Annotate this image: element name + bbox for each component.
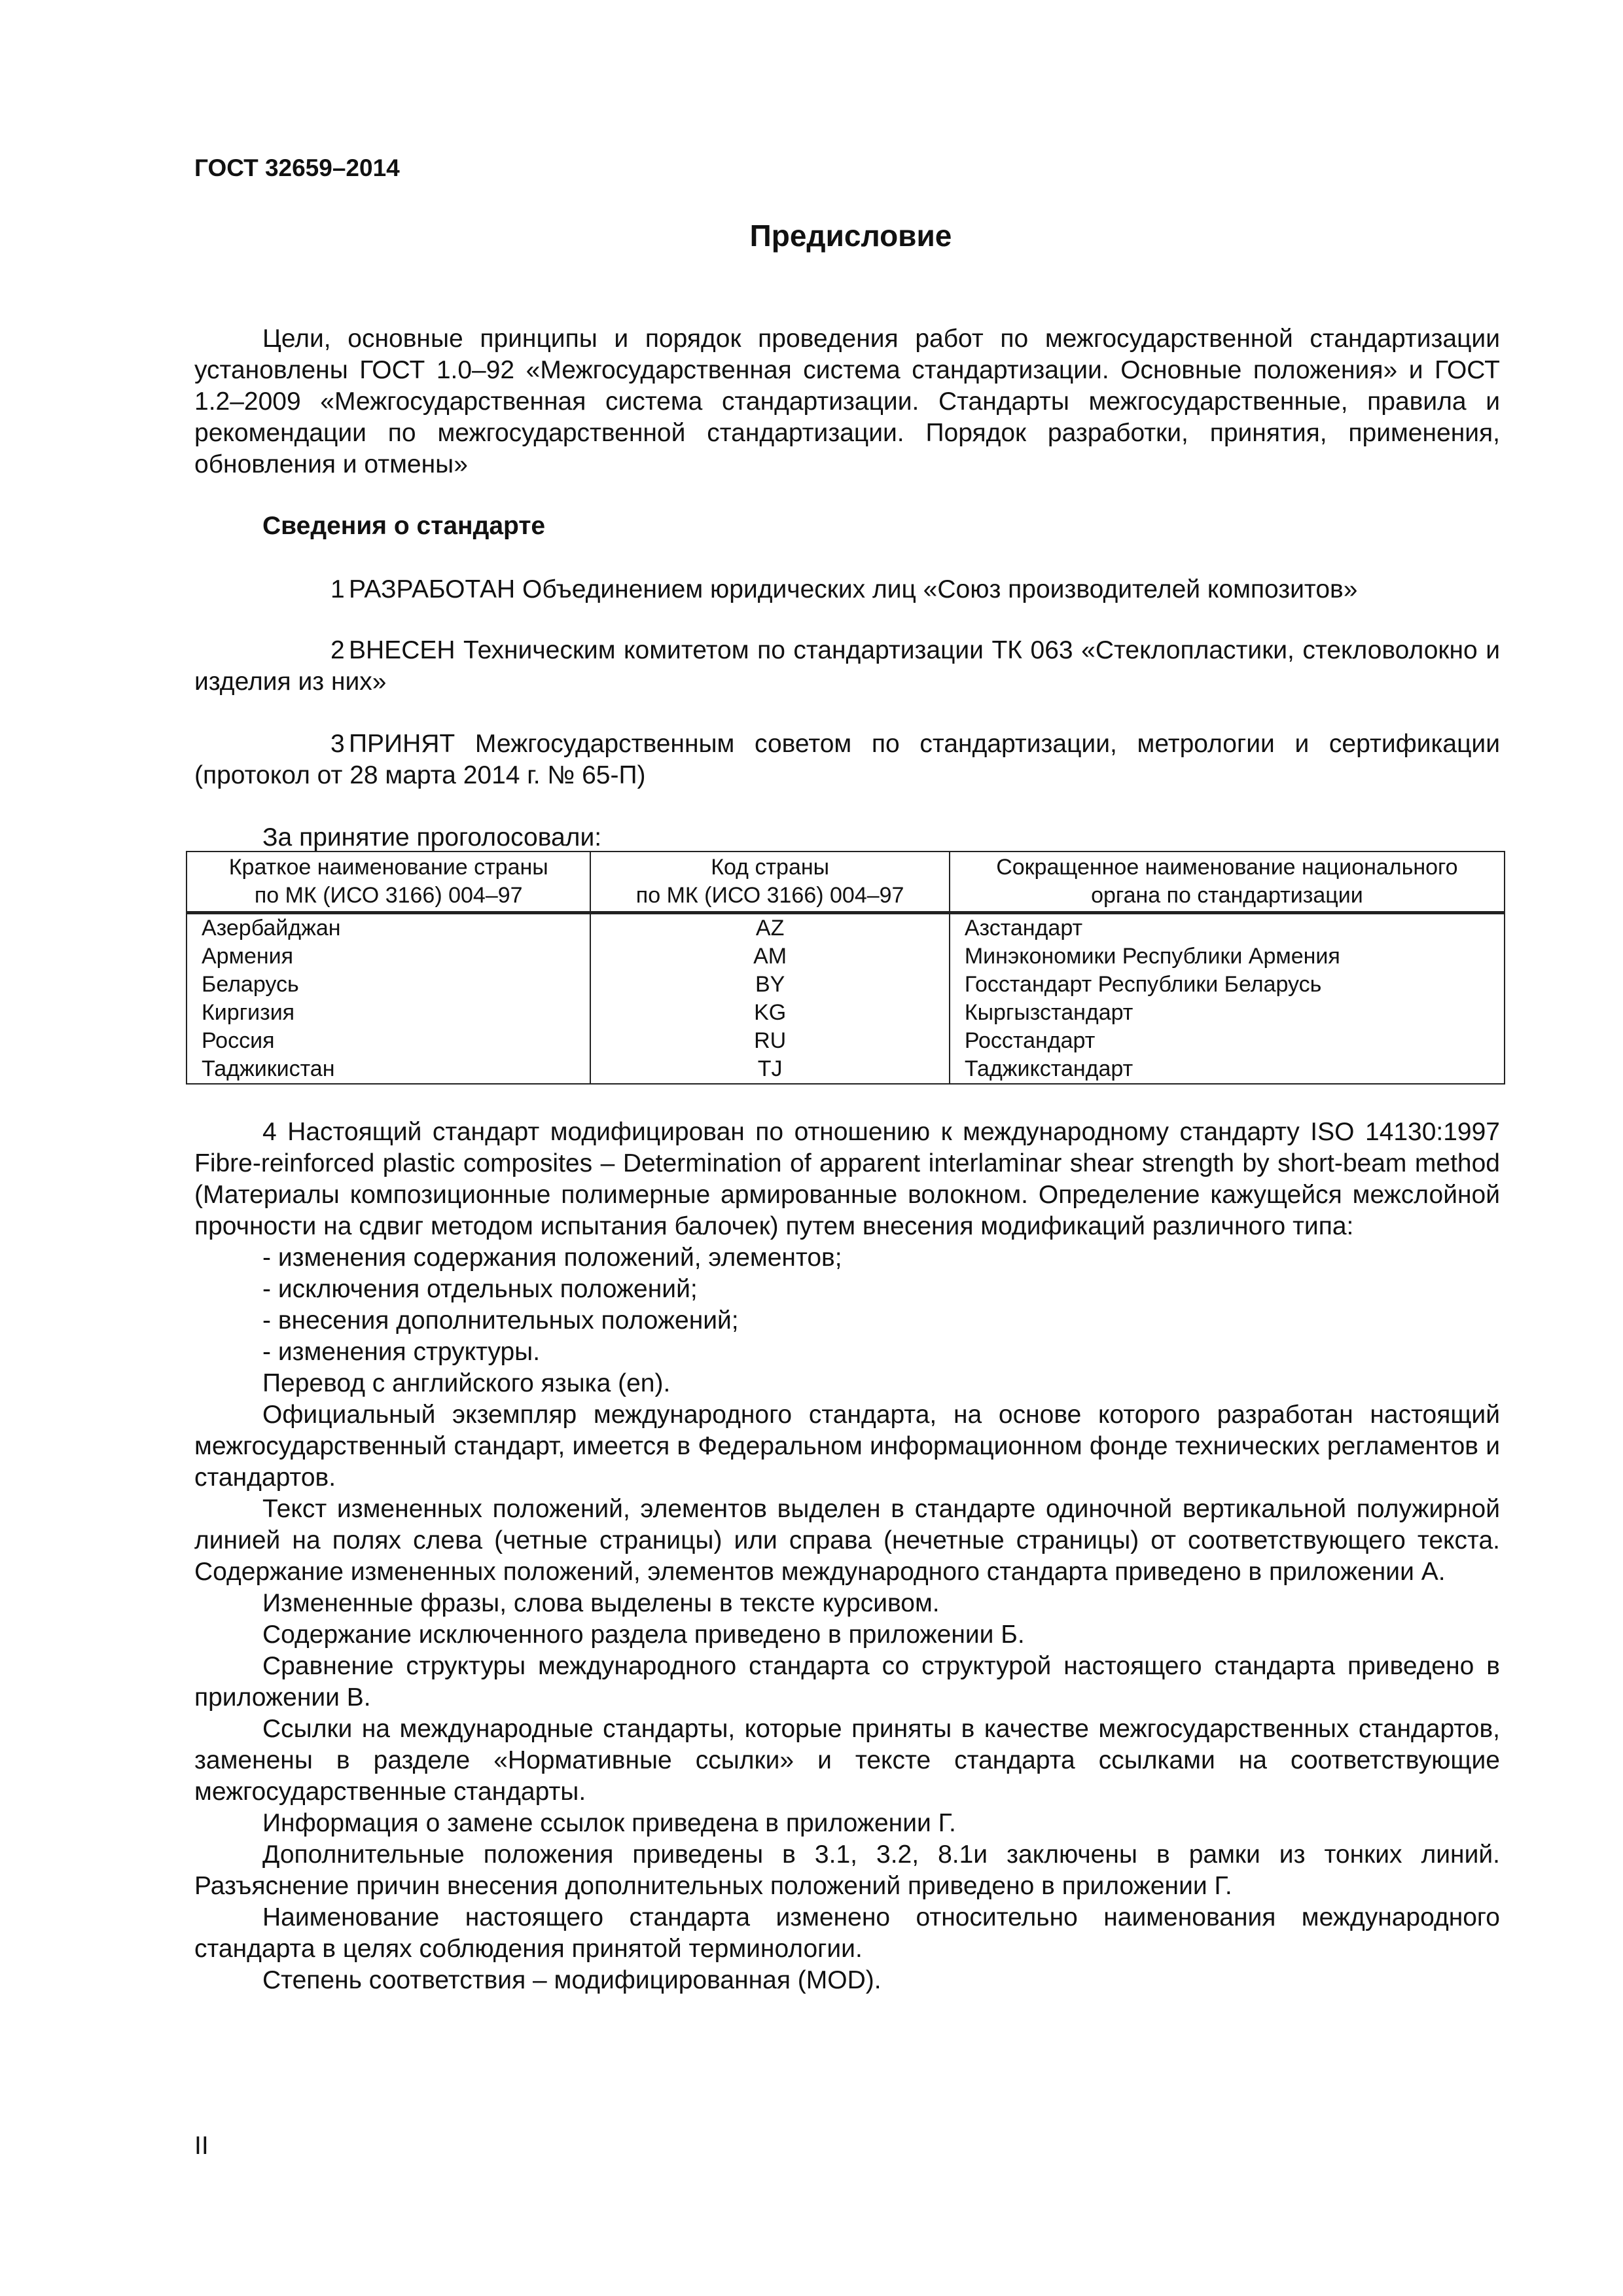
item-4-section <box>194 1117 1500 1996</box>
standard-code: ГОСТ 32659–2014 <box>194 154 400 181</box>
item-text: ПРИНЯТ Межгосударственным советом по стандартизации, метрологии и сертификации (протокол от 28 марта 2014 г. № 65-П) <box>194 730 1500 789</box>
paragraph: Информация о замене ссылок приведена в приложении Г. <box>262 1809 956 1837</box>
info-heading-section <box>194 511 1500 542</box>
item-number: 1 <box>330 575 345 603</box>
item-number: 2 <box>330 636 345 664</box>
vote-section <box>194 822 1500 853</box>
list-item: - исключения отдельных положений; <box>262 1275 698 1303</box>
table-row: Таджикистан TJ Таджикстандарт <box>187 1055 1505 1084</box>
header-country: Краткое наименование страны по МК (ИСО 3166) 004–97 <box>187 852 590 913</box>
table-row: Армения AM Минэкономики Республики Армения <box>187 942 1505 971</box>
item-number: 3 <box>330 730 345 758</box>
item-1 <box>194 574 1500 605</box>
item-4-intro: 4 Настоящий стандарт модифицирован по отношению к международному стандарту ISO 14130:1997 Fibre-reinforced plastic composites – Determination of apparent interlaminar shear strength by short-beam method (Материалы композиционные полимерные армированные волокном. Определение кажущейся межслойной прочности на сдвиг методом испытания балочек) путем внесения модификаций различного типа: <box>194 1118 1500 1240</box>
item-3 <box>194 728 1500 791</box>
vote-label: За принятие проголосовали: <box>262 823 602 852</box>
table-header-row <box>187 852 1505 913</box>
list-item: - изменения структуры. <box>262 1338 541 1366</box>
header-code: Код страны по МК (ИСО 3166) 004–97 <box>590 852 949 913</box>
paragraph: Измененные фразы, слова выделены в тексте курсивом. <box>262 1589 940 1617</box>
paragraph: Официальный экземпляр международного стандарта, на основе которого разработан настоящий межгосударственный стандарт, имеется в Федеральном информационном фонде технических регламентов и стандартов. <box>194 1401 1500 1492</box>
table-row: Россия RU Росстандарт <box>187 1027 1505 1055</box>
list-item: - внесения дополнительных положений; <box>262 1306 739 1335</box>
translation-note: Перевод с английского языка (en). <box>262 1369 671 1397</box>
paragraph: Ссылки на международные стандарты, которые приняты в качестве межгосударственных стандартов, заменены в разделе «Нормативные ссылки» и тексте стандарта ссылками на соответствующие межгосударственные стандарты. <box>194 1715 1500 1806</box>
intro-section <box>194 323 1500 480</box>
item-2 <box>194 635 1500 698</box>
info-heading: Сведения о стандарте <box>262 512 546 540</box>
paragraph: Дополнительные положения приведены в 3.1, 3.2, 8.1и заключены в рамки из тонких линий. Разъяснение причин внесения дополнительных положений приведено в приложении Г. <box>194 1840 1500 1900</box>
countries-table <box>186 851 1505 1085</box>
header-organ: Сокращенное наименование национального органа по стандартизации <box>950 852 1505 913</box>
paragraph: Содержание исключенного раздела приведено в приложении Б. <box>262 1621 1025 1649</box>
table-row: Беларусь BY Госстандарт Республики Беларусь <box>187 971 1505 999</box>
paragraph: Сравнение структуры международного стандарта со структурой настоящего стандарта приведено в приложении В. <box>194 1652 1500 1712</box>
item-text: ВНЕСЕН Техническим комитетом по стандартизации ТК 063 «Стеклопластики, стекловолокно и изделия из них» <box>194 636 1500 696</box>
paragraph: Степень соответствия – модифицированная (MOD). <box>262 1966 882 1994</box>
page-title: Предисловие <box>749 219 952 253</box>
page-number: II <box>194 2132 209 2160</box>
item-text: РАЗРАБОТАН Объединением юридических лиц «Союз производителей композитов» <box>349 575 1358 603</box>
table-row: Азербайджан AZ Азстандарт <box>187 913 1505 943</box>
paragraph: Текст измененных положений, элементов выделен в стандарте одиночной вертикальной полужирной линией на полях слева (четные страницы) или справа (нечетные страницы) от соответствующего текста. Содержание измененных положений, элементов международного стандарта приведено в приложении А. <box>194 1495 1500 1586</box>
intro-paragraph: Цели, основные принципы и порядок проведения работ по межгосударственной стандартизации установлены ГОСТ 1.0–92 «Межгосударственная система стандартизации. Основные положения» и ГОСТ 1.2–2009 «Межгосударственная система стандартизации. Стандарты межгосударственные, правила и рекомендации по межгосударственной стандартизации. Порядок разработки, принятия, применения, обновления и отмены» <box>194 325 1500 478</box>
list-item: - изменения содержания положений, элементов; <box>262 1244 842 1272</box>
paragraph: Наименование настоящего стандарта изменено относительно наименования международного стандарта в целях соблюдения принятой терминологии. <box>194 1903 1500 1963</box>
table-row: Киргизия KG Кыргызстандарт <box>187 999 1505 1027</box>
